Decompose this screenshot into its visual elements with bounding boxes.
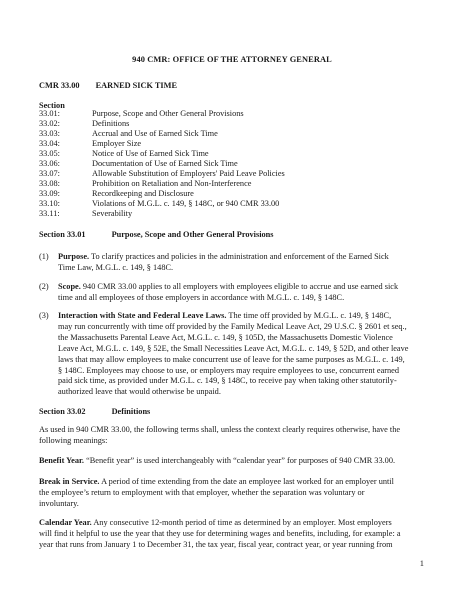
toc-row-title: Violations of M.G.L. c. 149, § 148C, or 940 CMR 33.00 [92, 199, 280, 208]
paragraph-purpose [58, 252, 389, 274]
definition-calendar-year [39, 518, 401, 551]
paragraph-scope [58, 282, 398, 304]
definition-text: the employee’s return to employment with that employer, whether the separation was voluntary or [39, 487, 365, 497]
toc-row-number: 33.03: [39, 129, 60, 138]
toc-row-title: Definitions [92, 119, 130, 128]
toc-row[interactable] [39, 179, 251, 188]
paragraph-label: Scope. [58, 282, 81, 291]
paragraph-text: paid sick time, as provided under M.G.L. c. 149, § 148C, to receive pay when taking other statutorily- [58, 376, 397, 386]
toc-row-number: 33.10: [39, 199, 60, 208]
definition-text: A period of time extending from the date an employee last worked for an employer until [99, 477, 394, 486]
section-title: Definitions [111, 407, 151, 416]
paragraph-text: The time off provided by M.G.L. c. 149, § 148C, [226, 311, 392, 320]
toc-row[interactable] [39, 109, 244, 118]
paragraph-text: may run concurrently with time off provided by the Family Medical Leave Act, 29 U.S.C. § 2601 et seq., [58, 321, 407, 331]
paragraph-text: the Massachusetts Parental Leave Act, M.G.L. c. 149, § 105D, the Massachusetts Domestic Violence [58, 332, 393, 342]
toc-row[interactable] [39, 199, 279, 208]
paragraph-text: As used in 940 CMR 33.00, the following terms shall, unless the context clearly requires otherwise, have the [39, 425, 401, 434]
toc-row-number: 33.07: [39, 169, 60, 178]
section-heading-3302 [39, 406, 150, 417]
paragraph-number: (3) [39, 311, 49, 320]
cmr-name: EARNED SICK TIME [95, 81, 178, 90]
paragraph-text: Leave Act, M.G.L. c. 149, § 52E, the Small Necessities Leave Act, M.G.L. c. 149, § 52D, and other leave [58, 343, 409, 353]
definition-text: will find it helpful to use the year that they use for determining wages and benefits, including, for example: a [39, 528, 401, 538]
toc-row-title: Notice of Use of Earned Sick Time [92, 149, 209, 158]
toc-row-title: Accrual and Use of Earned Sick Time [92, 129, 218, 138]
section-heading-3301 [39, 229, 274, 240]
toc-row[interactable] [39, 149, 209, 158]
paragraph-text: following meanings: [39, 435, 108, 445]
toc-row-number: 33.08: [39, 179, 60, 188]
toc-row[interactable] [39, 189, 194, 198]
toc-row-number: 33.05: [39, 149, 60, 158]
toc-row[interactable] [39, 209, 132, 218]
paragraph-text: 940 CMR 33.00 applies to all employers with employees eligible to accrue and use earned sick [80, 282, 399, 291]
section-number: Section 33.01 [39, 230, 86, 239]
toc-row[interactable] [39, 119, 129, 128]
toc-row-number: 33.01: [39, 109, 60, 118]
paragraph-text: § 148C. Employees may choose to use, or employers may require employees to use, concurrent earned [58, 365, 399, 375]
paragraph-label: Interaction with State and Federal Leave Laws. [58, 311, 227, 320]
page-number: 1 [419, 558, 424, 568]
toc-row[interactable] [39, 139, 141, 148]
toc-row[interactable] [39, 159, 238, 168]
toc-row-title: Prohibition on Retaliation and Non-Interference [92, 179, 252, 188]
paragraph-interaction [58, 311, 408, 398]
paragraph-text: laws that may allow employees to make concurrent use of leave for the same purposes as M.G.L. c. 149, [58, 354, 405, 364]
definition-text: Any consecutive 12-month period of time as determined by an employer. Most employers [91, 518, 392, 527]
page-title: 940 CMR: OFFICE OF THE ATTORNEY GENERAL [132, 55, 332, 64]
definition-term: Benefit Year. [39, 456, 85, 465]
toc-row-title: Recordkeeping and Disclosure [92, 189, 194, 198]
paragraph-label: Purpose. [58, 252, 90, 261]
definition-text: involuntary. [39, 498, 79, 508]
toc-row-title: Documentation of Use of Earned Sick Time [92, 159, 238, 168]
paragraph-text: Time Law, M.G.L. c. 149, § 148C. [58, 262, 174, 272]
toc-row[interactable] [39, 169, 285, 178]
toc-row-number: 33.09: [39, 189, 60, 198]
toc-row-number: 33.02: [39, 119, 60, 128]
toc-row-title: Allowable Substitution of Employers' Paid Leave Policies [92, 169, 285, 178]
toc-row-title: Purpose, Scope and Other General Provisions [92, 109, 244, 118]
definition-text: “Benefit year” is used interchangeably with “calendar year” for purposes of 940 CMR 33.00. [84, 456, 396, 465]
toc-row-number: 33.06: [39, 159, 60, 168]
cmr-heading [39, 80, 177, 91]
definitions-intro [39, 425, 400, 447]
paragraph-text: time and all employees of those employers in accordance with M.G.L. c. 149, § 148C. [58, 292, 345, 302]
paragraph-number: (1) [39, 252, 49, 261]
toc-row-number: 33.04: [39, 139, 60, 148]
cmr-number: CMR 33.00 [39, 81, 80, 90]
paragraph-text: authorized leave that would otherwise be unpaid. [58, 387, 221, 397]
paragraph-text: To clarify practices and policies in the administration and enforcement of the Earned Sick [89, 252, 389, 261]
section-title: Purpose, Scope and Other General Provisions [111, 230, 274, 239]
definition-term: Calendar Year. [39, 518, 92, 527]
toc-row[interactable] [39, 129, 218, 138]
definition-benefit-year [39, 456, 395, 467]
definition-term: Break in Service. [39, 477, 100, 486]
toc-row-title: Employer Size [92, 139, 142, 148]
definition-text: year that runs from January 1 to December 31, the tax year, fiscal year, contract year, or year running from [39, 539, 393, 549]
toc-row-number: 33.11: [39, 209, 60, 218]
toc-row-title: Severability [92, 209, 133, 218]
paragraph-number: (2) [39, 282, 49, 291]
definition-break-in-service [39, 477, 394, 510]
section-number: Section 33.02 [39, 407, 86, 416]
toc-header: Section [39, 101, 65, 110]
